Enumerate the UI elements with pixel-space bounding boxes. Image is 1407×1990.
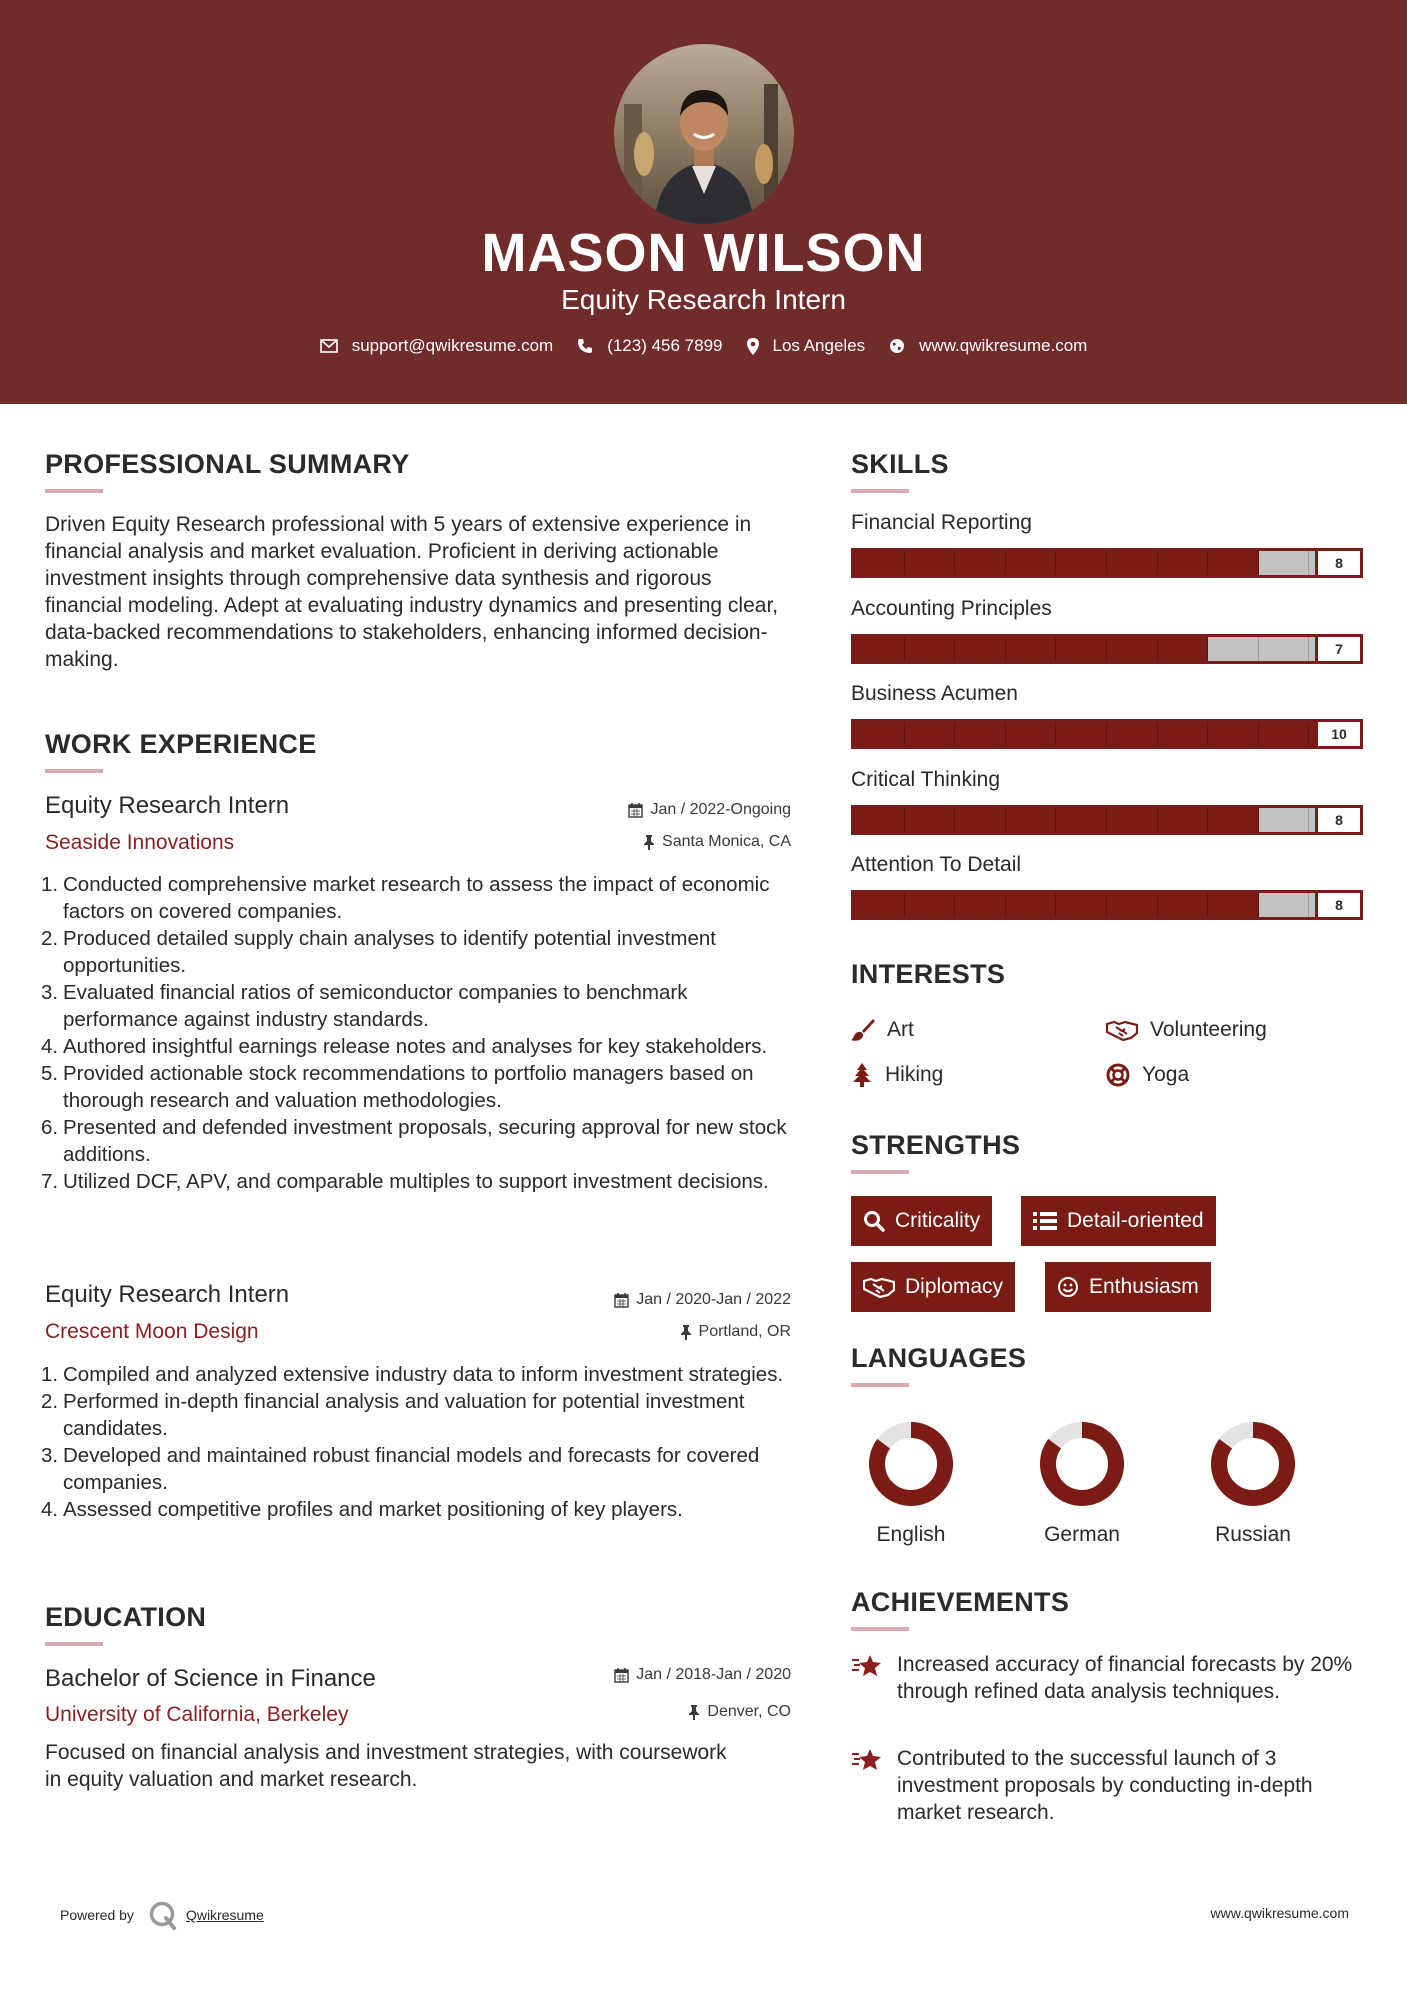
interest-volunteering (1106, 1018, 1267, 1042)
skill-name: Attention To Detail (851, 853, 1022, 876)
list-item: 7. Utilized DCF, APV, and comparable multiples to support investment decisions. (41, 1170, 769, 1193)
skill-score: 8 (1315, 548, 1363, 578)
interest-label: Art (887, 1018, 914, 1041)
education-location-text: Denver, CO (707, 1703, 791, 1720)
skill-segment (1158, 722, 1209, 746)
list-item: 1. Conducted comprehensive market research to assess the impact of economic factors on covered companies. (41, 873, 770, 923)
contact-bar (0, 336, 1407, 356)
skill-segment (955, 637, 1006, 661)
strengths-rule (851, 1170, 909, 1174)
skill-segment (1056, 551, 1107, 575)
experience-rule (45, 769, 103, 773)
language-name: English (876, 1523, 946, 1546)
language-name: German (1044, 1523, 1120, 1546)
bullet-text: Utilized DCF, APV, and comparable multiples to support investment decisions. (63, 1170, 769, 1193)
phone-text: (123) 456 7899 (607, 336, 723, 355)
job-dates-text: Jan / 2020-Jan / 2022 (636, 1291, 791, 1308)
website-text: www.qwikresume.com (919, 336, 1088, 355)
job-dates (614, 1291, 791, 1309)
education-heading: EDUCATION (45, 1602, 207, 1632)
strength-tag-diplomacy (851, 1262, 1015, 1312)
job-location-text: Santa Monica, CA (662, 833, 791, 850)
handshake-icon (863, 1276, 895, 1298)
skill-segment (1056, 808, 1107, 832)
job-dates-text: Jan / 2022-Ongoing (650, 801, 791, 818)
skill-name: Financial Reporting (851, 511, 1032, 534)
skill-segment (854, 722, 905, 746)
interest-label: Yoga (1142, 1063, 1190, 1086)
handshake-icon (1106, 1019, 1138, 1041)
map-marker-icon (747, 338, 759, 355)
achievement-item (851, 1745, 1361, 1826)
skill-segment (1259, 722, 1310, 746)
contact-email[interactable] (320, 336, 554, 356)
skill-segment (1208, 808, 1259, 832)
bullet-text: Performed in-depth financial analysis and valuation for potential investment candidates. (63, 1390, 745, 1440)
job-bullets (41, 871, 790, 1195)
strength-label: Detail-oriented (1067, 1209, 1204, 1232)
calendar-icon (628, 803, 643, 818)
skill-segment (1208, 722, 1259, 746)
interest-label: Hiking (885, 1063, 944, 1086)
star-award-icon (851, 1653, 885, 1679)
resume-header (0, 0, 1407, 404)
interest-label: Volunteering (1150, 1018, 1267, 1041)
candidate-name: MASON WILSON (481, 223, 926, 283)
footer-powered-by (60, 1900, 264, 1930)
languages-rule (851, 1383, 909, 1387)
strength-tag-enthusiasm (1045, 1262, 1211, 1312)
education-location (688, 1703, 791, 1721)
job-bullets (41, 1361, 790, 1523)
skill-name: Business Acumen (851, 682, 1018, 705)
globe-icon (889, 338, 905, 354)
skill-segment (1259, 637, 1310, 661)
summary-heading: PROFESSIONAL SUMMARY (45, 449, 410, 479)
language-proficiency-donut (866, 1419, 956, 1509)
contact-website[interactable] (889, 336, 1087, 356)
skill-level-bar (851, 634, 1363, 664)
search-icon (863, 1210, 885, 1232)
skill-segment (1107, 893, 1158, 917)
footer-url[interactable]: www.qwikresume.com (1210, 1905, 1349, 1921)
skill-segment (1158, 893, 1209, 917)
interests-heading: INTERESTS (851, 959, 1006, 989)
education-rule (45, 1642, 103, 1646)
smile-icon (1057, 1276, 1079, 1298)
company-name: Crescent Moon Design (45, 1320, 259, 1343)
job-location (680, 1323, 791, 1341)
skill-segment (905, 893, 956, 917)
language-name: Russian (1215, 1523, 1291, 1546)
list-icon (1033, 1211, 1057, 1231)
job-location-text: Portland, OR (698, 1323, 791, 1340)
lifebuoy-icon (1106, 1063, 1130, 1087)
bullet-text: Evaluated financial ratios of semiconductor companies to benchmark performance against industry standards. (63, 981, 688, 1031)
skill-segment (955, 551, 1006, 575)
skill-segment (1006, 893, 1057, 917)
skill-segment (1259, 551, 1310, 575)
achievement-text: Increased accuracy of financial forecasts by 20% through refined data analysis techniques. (897, 1653, 1353, 1703)
pushpin-icon (688, 1705, 700, 1720)
skill-segment (1107, 551, 1158, 575)
skill-name: Critical Thinking (851, 767, 1000, 791)
job-location (643, 833, 791, 851)
skill-segment (1006, 551, 1057, 575)
calendar-icon (614, 1293, 629, 1308)
skill-segment (854, 893, 905, 917)
interest-art (851, 1018, 914, 1042)
skill-score: 7 (1315, 634, 1363, 664)
contact-location (747, 336, 866, 356)
contact-phone[interactable] (577, 336, 722, 356)
list-item: 2. Produced detailed supply chain analyses to identify potential investment opportunities. (41, 927, 716, 977)
degree-title: Bachelor of Science in Finance (45, 1665, 376, 1692)
skill-segment (1158, 637, 1209, 661)
strength-label: Criticality (895, 1209, 981, 1232)
interest-hiking (851, 1063, 943, 1087)
job-dates (628, 801, 791, 819)
skills-rule (851, 489, 909, 493)
location-text: Los Angeles (772, 336, 866, 355)
skill-segment (854, 551, 905, 575)
achievement-text: Contributed to the successful launch of 3 investment proposals by conducting in-depth market research. (897, 1747, 1313, 1824)
skill-name: Accounting Principles (851, 596, 1052, 620)
interest-yoga (1106, 1063, 1189, 1087)
skill-score: 8 (1315, 890, 1363, 920)
list-item: 5. Provided actionable stock recommendations to portfolio managers based on thorough research and valuation methodologies. (41, 1062, 754, 1112)
achievement-item (851, 1651, 1361, 1705)
strength-label: Enthusiasm (1089, 1275, 1199, 1298)
skill-segment (1259, 893, 1310, 917)
bullet-text: Compiled and analyzed extensive industry data to inform investment strategies. (63, 1363, 784, 1386)
paintbrush-icon (851, 1018, 875, 1042)
skill-level-bar (851, 719, 1363, 749)
language-proficiency-donut (1208, 1419, 1298, 1509)
strengths-heading: STRENGTHS (851, 1130, 1021, 1160)
skill-segment (1056, 893, 1107, 917)
list-item: 3. Developed and maintained robust financial models and forecasts for covered companies. (41, 1444, 760, 1494)
skill-segment (1158, 551, 1209, 575)
list-item: 4. Assessed competitive profiles and market positioning of key players. (41, 1498, 683, 1521)
skill-segment (1006, 722, 1057, 746)
profile-photo (614, 44, 794, 224)
languages-heading: LANGUAGES (851, 1343, 1027, 1373)
bullet-text: Provided actionable stock recommendations to portfolio managers based on thorough research and valuation methodologies. (63, 1062, 754, 1112)
skill-segment (1107, 808, 1158, 832)
skill-segment (1006, 637, 1057, 661)
brand-link[interactable]: Qwikresume (185, 1907, 264, 1923)
envelope-icon (320, 339, 338, 353)
skill-segment (1006, 808, 1057, 832)
qwikresume-logo-icon (148, 1900, 178, 1930)
skill-segment (905, 551, 956, 575)
skill-segment (1208, 893, 1259, 917)
achievements-rule (851, 1627, 909, 1631)
powered-by-text: Powered by (60, 1907, 134, 1923)
education-dates-text: Jan / 2018-Jan / 2020 (636, 1666, 791, 1683)
company-name: Seaside Innovations (45, 831, 235, 854)
list-item: 3. Evaluated financial ratios of semiconductor companies to benchmark performance against industry standards. (41, 981, 688, 1031)
star-award-icon (851, 1747, 885, 1773)
strength-tag-detail-oriented (1021, 1196, 1216, 1246)
skill-segment (1208, 637, 1259, 661)
skill-segment (905, 722, 956, 746)
skill-segment (1056, 637, 1107, 661)
skill-segment (854, 808, 905, 832)
skill-segment (1107, 637, 1158, 661)
bullet-text: Conducted comprehensive market research to assess the impact of economic factors on covered companies. (63, 873, 770, 923)
candidate-title: Equity Research Intern (561, 284, 846, 315)
bullet-text: Assessed competitive profiles and market positioning of key players. (63, 1498, 683, 1521)
summary-text: Driven Equity Research professional with 5 years of extensive experience in financial analysis and market evaluation. Proficient in deriving actionable investment insights through comprehensive data synthesis and rigorous financial modeling. Adept at evaluating industry dynamics and presenting clear, data-backed recommendations to stakeholders, enhancing informed decision-making. (45, 513, 779, 671)
job-title: Equity Research Intern (45, 792, 290, 819)
language-proficiency-donut (1037, 1419, 1127, 1509)
strength-label: Diplomacy (905, 1275, 1004, 1298)
skill-segment (1107, 722, 1158, 746)
achievements-heading: ACHIEVEMENTS (851, 1587, 1070, 1617)
skill-score: 10 (1315, 719, 1363, 749)
phone-icon (577, 338, 593, 354)
experience-heading: WORK EXPERIENCE (45, 729, 317, 759)
skill-level-bar (851, 805, 1363, 835)
skill-level-bar (851, 890, 1363, 920)
summary-rule (45, 489, 103, 493)
list-item: 2. Performed in-depth financial analysis and valuation for potential investment candidates. (41, 1390, 745, 1440)
pushpin-icon (643, 835, 655, 850)
pushpin-icon (680, 1325, 692, 1340)
skill-level-bar (851, 548, 1363, 578)
email-text: support@qwikresume.com (351, 336, 554, 355)
bullet-text: Authored insightful earnings release notes and analyses for key stakeholders. (63, 1035, 768, 1058)
list-item: 6. Presented and defended investment proposals, securing approval for new stock additions. (41, 1116, 787, 1166)
calendar-icon (614, 1668, 629, 1683)
school-name: University of California, Berkeley (45, 1703, 349, 1726)
skill-segment (905, 808, 956, 832)
list-item: 1. Compiled and analyzed extensive industry data to inform investment strategies. (41, 1363, 784, 1386)
bullet-text: Presented and defended investment proposals, securing approval for new stock additions. (63, 1116, 787, 1166)
skill-segment (1056, 722, 1107, 746)
skill-segment (1208, 551, 1259, 575)
skill-segment (1259, 808, 1310, 832)
tree-icon (851, 1063, 873, 1087)
education-description: Focused on financial analysis and investment strategies, with coursework in equity valuation and market research. (45, 1741, 727, 1791)
job-title: Equity Research Intern (45, 1281, 290, 1308)
skill-segment (955, 893, 1006, 917)
skill-segment (955, 808, 1006, 832)
education-dates (614, 1666, 791, 1684)
skills-heading: SKILLS (851, 449, 949, 479)
skill-segment (905, 637, 956, 661)
skill-score: 8 (1315, 805, 1363, 835)
skill-segment (854, 637, 905, 661)
list-item: 4. Authored insightful earnings release notes and analyses for key stakeholders. (41, 1035, 768, 1058)
strength-tag-criticality (851, 1196, 992, 1246)
bullet-text: Produced detailed supply chain analyses to identify potential investment opportunities. (63, 927, 716, 977)
skill-segment (1158, 808, 1209, 832)
skill-segment (955, 722, 1006, 746)
bullet-text: Developed and maintained robust financial models and forecasts for covered companies. (63, 1444, 760, 1494)
